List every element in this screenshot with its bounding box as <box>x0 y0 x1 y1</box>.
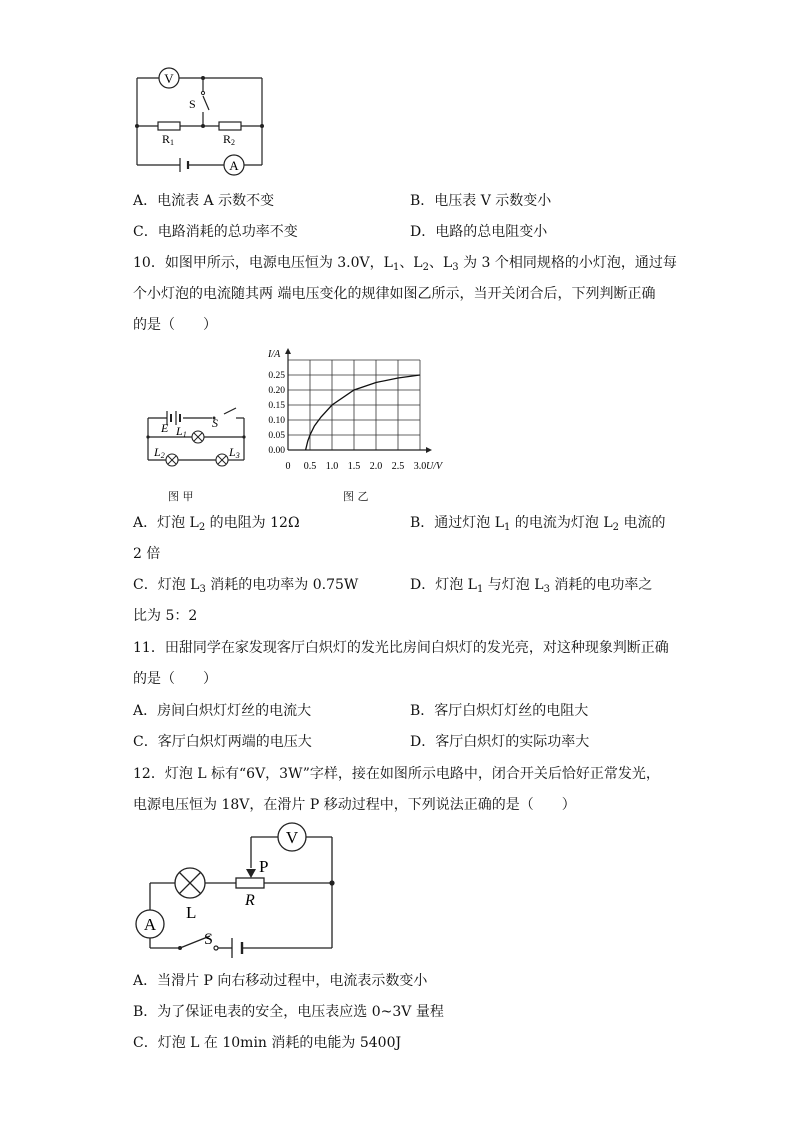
iu-chart <box>262 342 452 477</box>
lamp-l1-label: L1 <box>176 424 187 439</box>
x-tick-label: 0.5 <box>303 461 317 472</box>
y-tick-label: 0.20 <box>268 386 285 396</box>
q11-option-c: C．客厅白炽灯两端的电压大 <box>133 734 312 750</box>
q12-option-a: A．当滑片 P 向右移动过程中，电流表示数变小 <box>133 973 428 989</box>
switch-s-label-2: S <box>204 931 213 948</box>
q10-option-b-continued: 2 倍 <box>133 546 161 562</box>
y-tick-label: 0.00 <box>268 446 285 456</box>
q11-stem-line-2: 的是（ ） <box>133 671 217 687</box>
q10-stem-line-1: 10．如图甲所示，电源电压恒为 3.0V，$L_1$、$L_2$、$L_3$ 为 3 个相同规格的小灯泡，通过每 <box>133 255 677 273</box>
q11-option-b: B．客厅白炽灯灯丝的电阻大 <box>410 703 589 719</box>
lamp-l3-label: L3 <box>229 445 240 460</box>
r2-label: R2 <box>223 132 236 147</box>
x-tick-label: 3.0 <box>413 461 427 472</box>
q10-option-b: B．通过灯泡 $L_1$ 的电流为灯泡 $L_2$ 电流的 <box>410 515 666 533</box>
x-axis-arrow <box>426 447 432 453</box>
lamp-l-label: L <box>186 903 197 922</box>
x-tick-label: 1.0 <box>325 461 339 472</box>
q12-option-c: C．灯泡 L 在 10min 消耗的电能为 5400J <box>133 1035 402 1051</box>
switch-s-label: S <box>212 416 218 430</box>
q11-option-a: A．房间白炽灯灯丝的电流大 <box>133 703 312 719</box>
r1-label: R1 <box>162 132 175 147</box>
x-tick-label: 0 <box>285 461 291 472</box>
q10-option-c: C．灯泡 $L_3$ 消耗的电功率为 0.75W <box>133 577 359 595</box>
circuit-diagram-2 <box>128 820 343 965</box>
lamp-l2-label: L2 <box>154 445 165 460</box>
x-tick-label: 2.5 <box>391 461 405 472</box>
ammeter-label: A <box>229 158 239 173</box>
slider-p-label: P <box>259 857 269 876</box>
q9-option-c: C．电路消耗的总功率不变 <box>133 224 298 240</box>
q10-stem-line-3: 的是（ ） <box>133 317 217 333</box>
q11-option-d: D．客厅白炽灯的实际功率大 <box>410 734 590 750</box>
iu-curve <box>306 375 420 450</box>
switch-label: S <box>189 97 196 111</box>
q10-option-d: D．灯泡 $L_1$ 与灯泡 $L_3$ 消耗的电功率之 <box>410 577 653 595</box>
y-tick-label: 0.05 <box>268 431 285 441</box>
voltmeter-label: V <box>164 71 174 86</box>
y-axis-arrow <box>285 348 291 354</box>
y-tick-label: 0.25 <box>268 371 285 381</box>
q9-option-b: B．电压表 V 示数变小 <box>410 193 552 209</box>
x-tick-label: 2.0 <box>369 461 383 472</box>
q9-option-a: A．电流表 A 示数不变 <box>133 193 275 209</box>
x-tick-label: 1.5 <box>347 461 361 472</box>
y-tick-label: 0.15 <box>268 401 285 411</box>
q12-stem-line-1: 12．灯泡 L 标有“6V，3W”字样，接在如图所示电路中，闭合开关后恰好正常发光， <box>133 766 660 782</box>
ammeter-label-2: A <box>143 915 157 934</box>
circuit-diagram-jia <box>140 400 255 472</box>
q12-option-b: B．为了保证电表的安全，电压表应选 0~3V 量程 <box>133 1004 444 1020</box>
q10-option-a: A．灯泡 $L_2$ 的电阻为 12Ω <box>133 515 300 533</box>
q10-stem-line-2: 个小灯泡的电流随其两 端电压变化的规律如图乙所示，当开关闭合后，下列判断正确 <box>133 286 656 302</box>
y-axis-label: I/A <box>268 349 281 360</box>
battery-label: E <box>161 421 169 435</box>
q11-stem-line-1: 11．田甜同学在家发现客厅白炽灯的发光比房间白炽灯的发光亮，对这种现象判断正确 <box>133 640 669 656</box>
y-tick-label: 0.10 <box>268 416 285 426</box>
rheostat-r-label: R <box>245 892 255 909</box>
x-axis-label: U/V <box>426 461 443 472</box>
q9-option-d: D．电路的总电阻变小 <box>410 224 548 240</box>
figure-jia-caption: 图 甲 <box>168 490 194 503</box>
q12-stem-line-2: 电源电压恒为 18V，在滑片 P 移动过程中，下列说法正确的是（ ） <box>133 797 576 813</box>
q10-option-d-continued: 比为 5：2 <box>133 608 198 624</box>
circuit-diagram-1 <box>128 62 273 177</box>
voltmeter-label-2: V <box>285 828 299 847</box>
figure-yi-caption: 图 乙 <box>343 490 369 503</box>
